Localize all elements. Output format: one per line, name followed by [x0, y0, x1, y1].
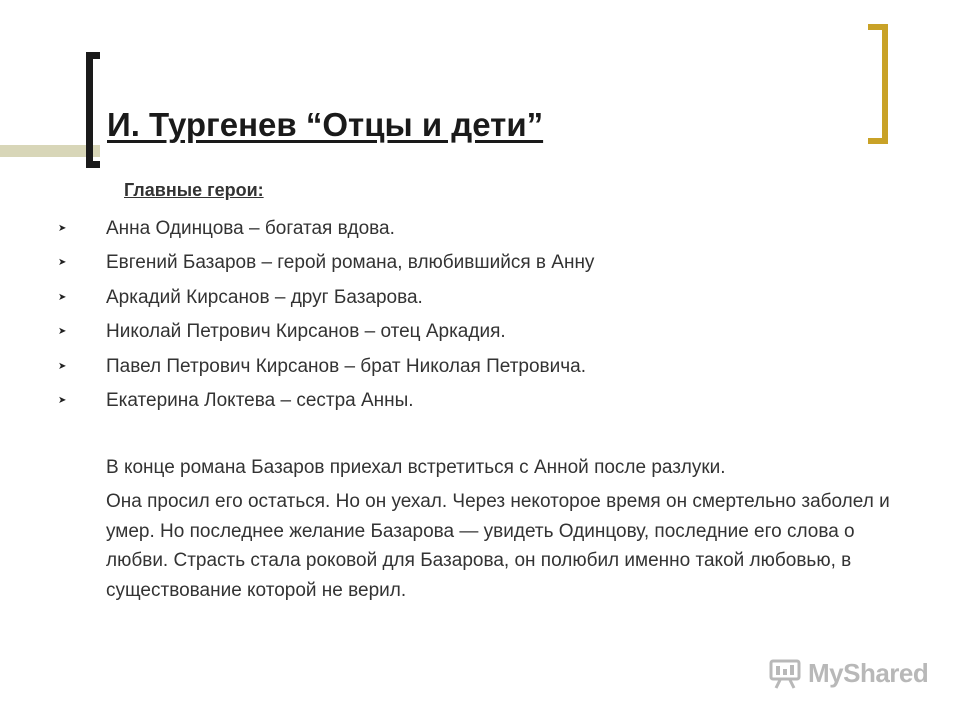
watermark-text: MyShared	[808, 657, 929, 688]
list-item	[0, 246, 960, 280]
slide-title: И. Тургенев “Отцы и дети”	[107, 106, 544, 143]
list-item-text: Евгений Базаров – герой романа, влюбившийся в Анну	[106, 252, 595, 274]
characters-heading: Главные герои:	[124, 180, 264, 200]
arrow-bullet-icon: ➤	[58, 360, 67, 372]
title-decor-band	[0, 145, 100, 157]
list-item	[0, 315, 960, 349]
characters-list	[0, 212, 960, 418]
right-bracket-decoration	[868, 24, 888, 144]
list-item	[0, 384, 960, 418]
list-item-text: Анна Одинцова – богатая вдова.	[106, 218, 395, 239]
list-item-text: Екатерина Локтева – сестра Анны.	[106, 389, 414, 411]
arrow-bullet-icon: ➤	[58, 257, 67, 269]
list-item-text: Павел Петрович Кирсанов – брат Николая Петровича.	[106, 355, 587, 377]
watermark	[768, 656, 928, 690]
list-item-text: Аркадий Кирсанов – друг Базарова.	[106, 286, 423, 308]
arrow-bullet-icon: ➤	[58, 291, 67, 303]
arrow-bullet-icon: ➤	[58, 326, 67, 338]
list-item	[0, 281, 960, 315]
list-item	[0, 350, 960, 384]
list-item	[0, 212, 960, 246]
arrow-bullet-icon: ➤	[58, 223, 67, 234]
left-bracket-decoration	[86, 52, 100, 168]
paragraph-ending-details: Она просил его остаться. Но он уехал. Через некоторое время он смертельно заболел и умер. Но последнее желание Базарова — увидеть Одинцову, последние его слова о любви. Страсть стала роковой для Базарова, он полюбил именно такой любовью, в существование которой не верил.	[106, 491, 890, 601]
presentation-board-icon	[768, 656, 802, 690]
list-item-text: Николай Петрович Кирсанов – отец Аркадия.	[106, 321, 506, 343]
arrow-bullet-icon: ➤	[58, 394, 67, 406]
paragraph-ending-intro: В конце романа Базаров приехал встретиться с Анной после разлуки.	[106, 457, 726, 478]
